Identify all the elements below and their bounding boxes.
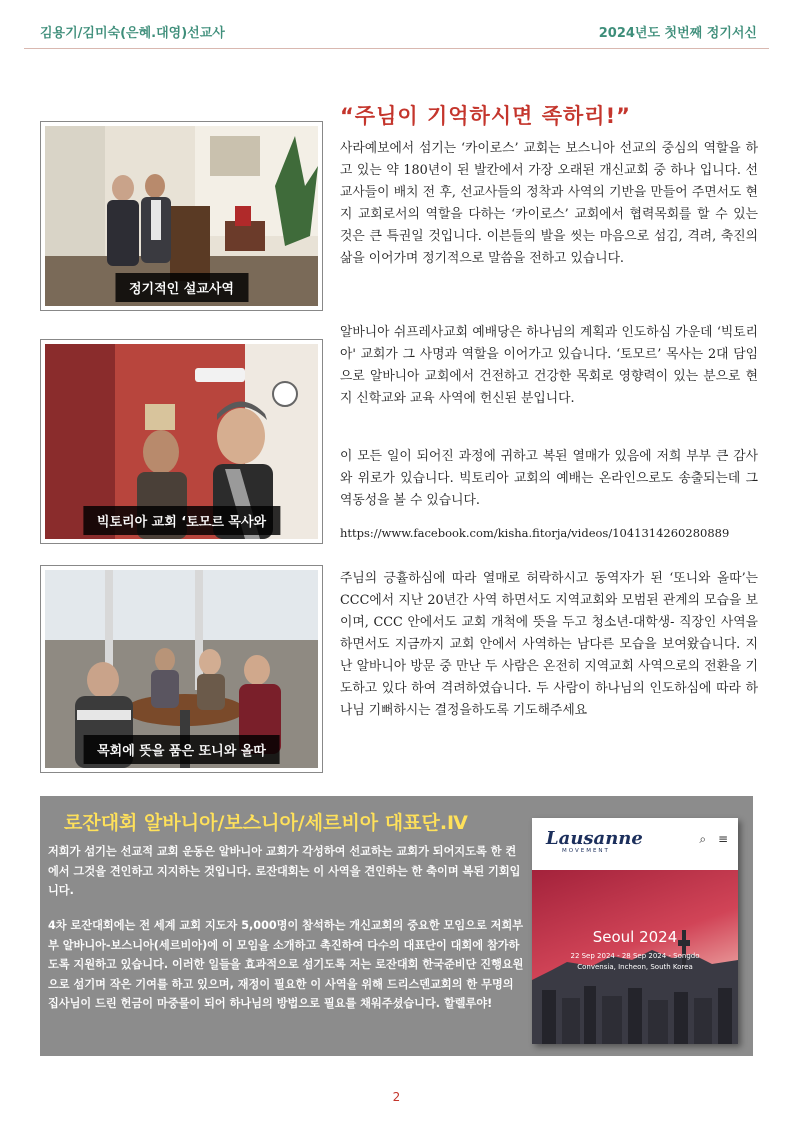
photo-caption: 빅토리아 교회 ‘토모르 목사와 — [83, 506, 280, 535]
video-link[interactable]: https://www.facebook.com/kisha.fitorja/videos/1041314260280889 — [340, 526, 730, 540]
lausanne-heading: 로잔대회 알바니아/보스니아/세르비아 대표단.Ⅳ — [64, 812, 468, 834]
event-dates — [532, 951, 738, 973]
event-venue: Convensia, Incheon, South Korea — [577, 963, 693, 971]
photo-caption: 정기적인 설교사역 — [115, 273, 248, 302]
poster-topbar — [532, 818, 738, 870]
lausanne-paragraph-1: 저희가 섬기는 선교적 교회 운동은 알바니아 교회가 각성하여 선교하는 교회가 되어지도록 한 켠에서 그것을 견인하고 지지하는 것입니다. 로잔대회는 이 사역을 견인하는 한 축이며 복된 기회입니다. — [48, 845, 521, 897]
paragraph-gratitude: 이 모든 일이 되어진 과정에 귀하고 복된 열매가 있음에 저희 부부 큰 감사와 위로가 있습니다. 빅토리아 교회의 예배는 온라인으로도 송출되는데 그 역동성을 볼 수 있습니다. — [340, 449, 758, 508]
menu-icon: ≡ — [717, 832, 728, 846]
paragraph-toni-olta: 주님의 긍휼하심에 따라 열매로 허락하시고 동역자가 된 ‘또니와 올따’는 CCC에서 지난 20년간 사역 하면서도 지역교회와 모범된 관계의 모습을 보이며, CCC 안에서도 교회 개척에 뜻을 두고 청소년-대학생- 직장인 사역을 하면서도 지금까지 교회 안에서 사역하는 남다른 모습을 보여왔습니다. 지난 알바니아 방문 중 만난 두 사람은 온전히 지역교회 사역으로의 전환을 기도하고 있다 하여 격려하였습니다. 두 사람이 하나님의 인도하심에 따라 하나님 기뻐하시는 결정을하도록 기도해주세요 — [340, 571, 758, 718]
lausanne-logo: Lausanne — [546, 828, 643, 849]
event-city: Seoul 2024 — [592, 928, 678, 946]
lausanne-section — [40, 796, 753, 1056]
photo-caption: 목회에 뜻을 품은 또니와 올따 — [83, 735, 280, 764]
lausanne-paragraph-2: 4차 로잔대회에는 전 세계 교회 지도자 5,000명이 참석하는 개신교회의 중요한 모임으로 저희부부 알바니아-보스니아(세르비아)에 이 모임을 소개하고 촉진하여 다수의 대표단이 대회에 참가하도록 지원하고 있습니다. 이러한 일들을 효과적으로 섬기도록 저는 로잔대회 한국준비단 진행요원으로 섬기며 작은 기여를 하고 있으며, 재정이 필요한 이 사역을 위해 드리스덴교회의 한 무명의 집사님이 드린 헌금이 마중물이 되어 하나님의 방법으로 필요를 채워주셨습니다. 할렐루야! — [48, 919, 524, 1010]
event-date-range: 22 Sep 2024 - 28 Sep 2024 - Songdo — [570, 952, 700, 960]
lausanne-logo-sub: MOVEMENT — [562, 848, 610, 854]
paragraph-kairos-church: 사라예보에서 섬기는 ‘카이로스’ 교회는 보스니아 선교의 중심의 역할을 하고 있는 약 180년이 된 발칸에서 가장 오래된 개신교회 중 하나 입니다. 선교사들이 배치 전 후, 선교사들의 정착과 사역의 기반을 만들어 주면서도 현지 교회로서의 역할을 다하는 ‘카이로스’ 교회에서 협력목회를 할 수 있는 것은 큰 특권일 것입니다. 이븐들의 발을 씻는 마음으로 섬김, 격려, 축진의 삶을 이어가며 정기적으로 말씀을 전하고 있습니다. — [340, 141, 758, 266]
header-missionary-names: 김용기/김미숙(은혜.대영)선교사 — [40, 26, 225, 41]
photo-preaching — [40, 121, 323, 311]
photo-with-pastor — [40, 339, 323, 544]
article-title: “주님이 기억하시면 족하리!” — [340, 104, 631, 128]
page-number: 2 — [392, 1090, 401, 1104]
search-icon: ⌕ — [699, 832, 707, 846]
paragraph-victoria-church: 알바니아 쉬프레사교회 예배당은 하나님의 계획과 인도하심 가운데 ‘빅토리아' 교회가 그 사명과 역할을 이어가고 있습니다. ‘토모르’ 목사는 2대 담임으로 알바니아 교회에서 건전하고 건강한 목회로 영향력이 있는 분으로 현지 신학교와 교육 사역에 헌신된 분입니다. — [340, 325, 758, 406]
poster-icons — [699, 832, 728, 847]
header-divider — [24, 48, 769, 49]
header-letter-title: 2024년도 첫번째 정기서신 — [598, 26, 757, 41]
lausanne-poster — [532, 818, 738, 1044]
photo-toni-olta — [40, 565, 323, 773]
page-header — [40, 22, 757, 42]
